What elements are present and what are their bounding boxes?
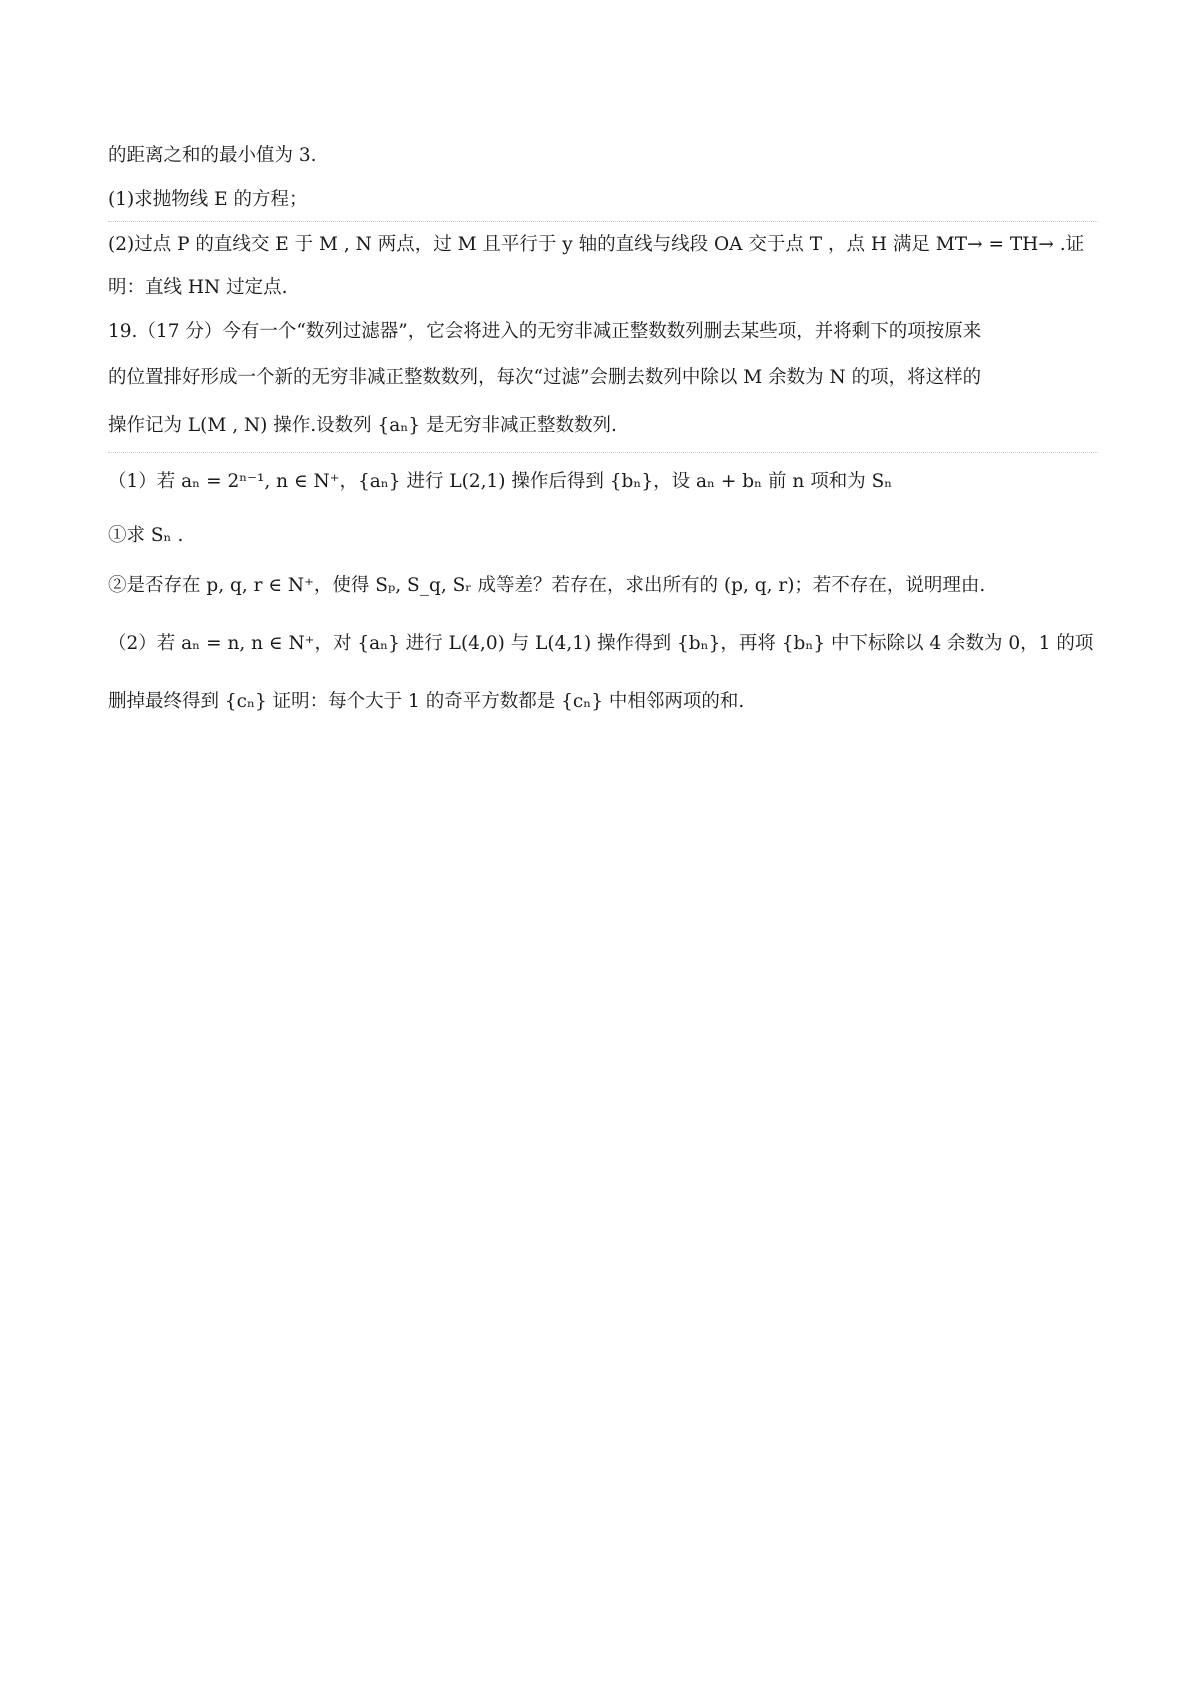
text-line-7: 操作记为 L(M , N) 操作.设数列 {aₙ} 是无穷非减正整数数列.	[108, 415, 617, 436]
text-line-5: 19.（17 分）今有一个“数列过滤器”，它会将进入的无穷非减正整数数列删去某些项，并将剩下的项按原来	[108, 321, 982, 342]
text-line-8: （1）若 aₙ = 2ⁿ⁻¹, n ∈ N⁺，{aₙ} 进行 L(2,1) 操作后得到 {bₙ}，设 aₙ + bₙ 前 n 项和为 Sₙ	[108, 471, 893, 492]
text-line-3: (2)过点 P 的直线交 E 于 M , N 两点，过 M 且平行于 y 轴的直线与线段 OA 交于点 T ，点 H 满足 MT→ = TH→ .证	[108, 234, 1085, 255]
dotted-separator	[108, 452, 1098, 453]
text-line-6: 的位置排好形成一个新的无穷非减正整数数列，每次“过滤”会删去数列中除以 M 余数为 N 的项，将这样的	[108, 367, 982, 388]
text-line-11: （2）若 aₙ = n, n ∈ N⁺，对 {aₙ} 进行 L(4,0) 与 L(4,1) 操作得到 {bₙ}，再将 {bₙ} 中下标除以 4 余数为 0，1 的项	[108, 633, 1094, 654]
dotted-separator	[108, 221, 1098, 222]
text-line-2: (1)求抛物线 E 的方程；	[108, 189, 308, 210]
text-line-9: ①求 Sₙ .	[108, 525, 184, 546]
text-line-1: 的距离之和的最小值为 3.	[108, 145, 317, 166]
text-line-10: ②是否存在 p, q, r ∈ N⁺，使得 Sₚ, S_q, Sᵣ 成等差？若存在，求出所有的 (p, q, r)；若不存在，说明理由.	[108, 575, 986, 596]
text-line-4: 明：直线 HN 过定点.	[108, 277, 288, 298]
text-line-12: 删掉最终得到 {cₙ} 证明：每个大于 1 的奇平方数都是 {cₙ} 中相邻两项的和.	[108, 691, 745, 712]
